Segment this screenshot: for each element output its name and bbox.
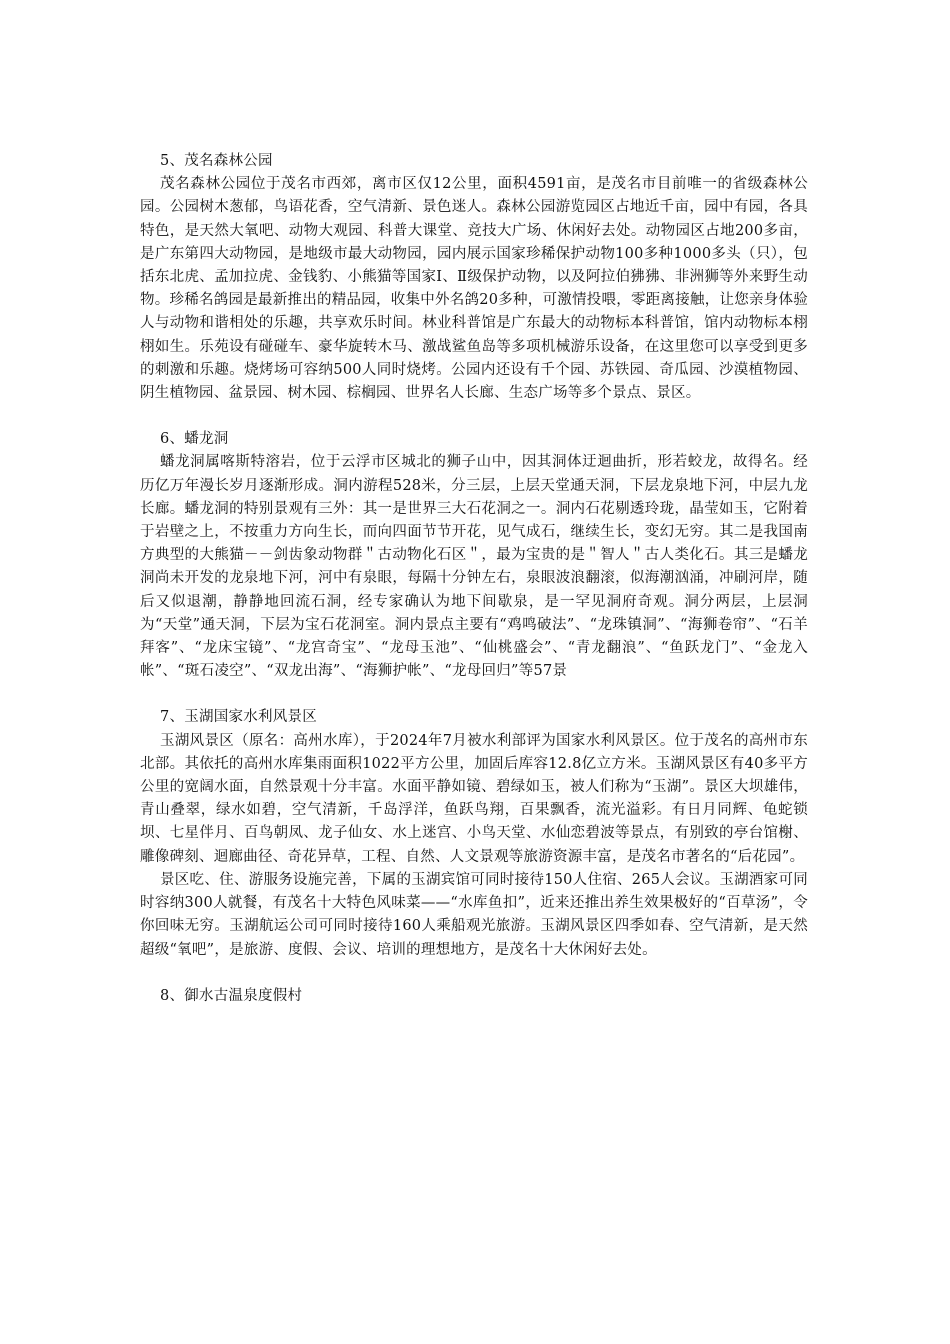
- section-paragraph: 茂名森林公园位于茂名市西郊，离市区仅12公里，面积4591亩，是茂名市目前唯一的省级森林公园。公园树木葱郁，鸟语花香，空气清新、景色迷人。森林公园游览园区占地近千亩，园中有园，各具特色，是天然大氧吧、动物大观园、科普大课堂、竞技大广场、休闲好去处。动物园区占地200多亩，是广东第四大动物园，是地级市最大动物园，园内展示国家珍稀保护动物100多种1000多头（只），包括东北虎、孟加拉虎、金钱豹、小熊猫等国家Ⅰ、Ⅱ级保护动物，以及阿拉伯狒狒、非洲狮等外来野生动物。珍稀名鸽园是最新推出的精品园，收集中外名鸽20多种，可激情投喂，零距离接触，让您亲身体验人与动物和谐相处的乐趣，共享欢乐时间。林业科普馆是广东最大的动物标本科普馆，馆内动物标本栩栩如生。乐苑设有碰碰车、豪华旋转木马、激战鲨鱼岛等多项机械游乐设备，在这里您可以享受到更多的刺激和乐趣。烧烤场可容纳500人同时烧烤。公园内还设有千个园、苏铁园、奇瓜园、沙漠植物园、阴生植物园、盆景园、树木园、棕榈园、世界名人长廊、生态广场等多个景点、景区。: [140, 176, 808, 402]
- section-heading: 6、蟠龙洞: [160, 431, 229, 448]
- section-yuhu-scenic-area: [140, 706, 808, 961]
- section-gap: [140, 405, 808, 428]
- section-maoming-forest-park: [140, 150, 808, 405]
- section-heading: 5、茂名森林公园: [160, 153, 273, 169]
- section-paragraph: 景区吃、住、游服务设施完善，下属的玉湖宾馆可同时接待150人住宿、265人会议。玉湖酒家可同时容纳300人就餐，有茂名十大特色风味菜——“水库鱼扣”，近来还推出养生效果极好的“百草汤”，令你回味无穷。玉湖航运公司可同时接待160人乘船观光旅游。玉湖风景区四季如春、空气清新，是天然超级“氧吧”，是旅游、度假、会议、培训的理想地方，是茂名十大休闲好去处。: [140, 871, 808, 958]
- section-heading: 7、玉湖国家水利风景区: [160, 709, 317, 726]
- section-paragraph: 蟠龙洞属喀斯特溶岩，位于云浮市区城北的狮子山中，因其洞体迂迴曲折，形若蛟龙，故得名。经历亿万年漫长岁月逐渐形成。洞内游程528米，分三层，上层天堂通天洞，下层龙泉地下河，中层九龙长廊。蟠龙洞的特别景观有三外：其一是世界三大石花洞之一。洞内石花剔透玲珑，晶莹如玉，它附着于岩壁之上，不按重力方向生长，而向四面节节开花，见气成石，继续生长，变幻无穷。其二是我国南方典型的大熊猫－－剑齿象动物群＂古动物化石区＂，最为宝贵的是＂智人＂古人类化石。其三是蟠龙洞尚未开发的龙泉地下河，河中有泉眼，每隔十分钟左右，泉眼波浪翻滚，似海潮汹涌，冲刷河岸，随后又似退潮，静静地回流石洞，经专家确认为地下间歇泉，是一罕见洞府奇观。洞分两层，上层洞为“天堂”通天洞，下层为宝石花洞室。洞内景点主要有“鸡鸣破法”、“龙珠镇洞”、“海狮卷帘”、“石羊拜客”、“龙床宝镜”、“龙宫奇宝”、“龙母玉池”、“仙桃盛会”、“青龙翻浪”、“鱼跃龙门”、“金龙入帐”、“斑石凌空”、“双龙出海”、“海狮护帐”、“龙母回归”等57景: [140, 454, 808, 680]
- section-gap: [140, 962, 808, 985]
- section-gap: [140, 683, 808, 706]
- section-heading: 8、御水古温泉度假村: [160, 987, 303, 1004]
- section-panlong-cave: [140, 428, 808, 683]
- section-paragraph: 玉湖风景区（原名：高州水库），于2024年7月被水利部评为国家水利风景区。位于茂名的高州市东北部。其依托的高州水库集雨面积1022平方公里，加固后库容12.8亿立方米。玉湖风景区有40多平方公里的宽阔水面，自然景观十分丰富。水面平静如镜、碧绿如玉，被人们称为“玉湖”。景区大坝雄伟，青山叠翠，绿水如碧，空气清新，千岛浮洋，鱼跃鸟翔，百果飘香，流光溢彩。有日月同辉、龟蛇锁坝、七星伴月、百鸟朝凤、龙子仙女、水上迷宫、小鸟天堂、水仙恋碧波等景点，有别致的亭台馆榭、雕像碑刻、迴廊曲径、奇花异草，工程、自然、人文景观等旅游资源丰富，是茂名市著名的“后花园”。: [140, 732, 808, 865]
- document-page: [140, 150, 808, 1008]
- section-yushui-hot-spring: [140, 985, 808, 1008]
